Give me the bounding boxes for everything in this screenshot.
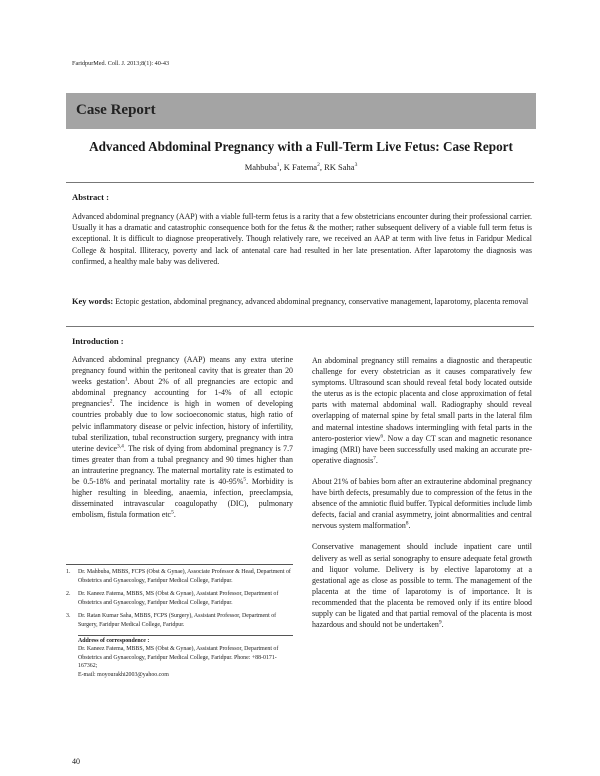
- keywords: [72, 296, 532, 307]
- footnote: 2. Dr. Kaneez Fatema, MBBS, MS (Obst & Gynae), Assistant Professor, Department of Obstetrics and Gynaecology, Faridpur Medical College, Faridpur.: [66, 591, 279, 606]
- section-label: Case Report: [76, 102, 156, 118]
- keywords-label: Key words:: [72, 297, 114, 306]
- abstract-heading: Abstract :: [72, 192, 109, 202]
- footnotes: [66, 568, 293, 680]
- author-list: Mahbuba$^1$, K Fatema$^2$, RK Saha$^3$: [244, 162, 358, 172]
- author-affiliation-mark: 1: [276, 162, 280, 169]
- keywords-text: Ectopic gestation, abdominal pregnancy, advanced abdominal pregnancy, conservative management, laparotomy, placenta removal: [113, 297, 529, 306]
- author-name: K Fatema: [283, 162, 318, 172]
- intro-paragraph: About 21% of babies born after an extrauterine abdominal pregnancy have birth defects, presumably due to compression of the fetus in the absence of the amniotic fluid buffer. Typical deformities include limb defects, facial and cranial asymmetry, joint abnormalities and central nervous system malformation$^8$.: [312, 476, 532, 531]
- divider: [66, 182, 534, 183]
- introduction-heading: Introduction :: [72, 336, 124, 346]
- intro-paragraph: Conservative management should include inpatient care until delivery as well as serial sonography to ensure adequate fetal growth and liquor volume. Delivery is by elective laparotomy at a gestational age as close as possible to term. The management of the placenta at the time of laparotomy is of importance. It is recommended that the placenta be removed only if its entire blood supply can be ligated and that partial removal of the placenta is most hazardous and should not be undertaken$^9$.: [312, 542, 532, 630]
- abstract-text: Advanced abdominal pregnancy (AAP) with a viable full-term fetus is a rarity that a few obstetricians encounter during their professional carrier. Usually it has a dramatic and catastrophic consequence both for the fetus & the mother; rather subsequent delivery of a viable full term fetus is exceptional. It is difficult to diagnose preoperatively. Though relatively rare, we received an AAP at term with live fetus in Faridpur Medical College & hospital. Illiteracy, poverty and lack of antenatal care had resulted in her late presentation. After laparotomy the diagnosis was confirmed, a healthy male baby was delivered.: [72, 212, 532, 266]
- article-title: Advanced Abdominal Pregnancy with a Full-Term Live Fetus: Case Report: [89, 139, 513, 154]
- footnote: 1. Dr. Mahbuba, MBBS, FCPS (Obst & Gynae), Associate Professor & Head, Department of Obstetrics and Gynaecology, Faridpur Medical College, Faridpur.: [66, 569, 291, 584]
- section-banner: [66, 93, 536, 129]
- author-name: Mahbuba: [244, 162, 277, 172]
- journal-reference: FaridpurMed. Coll. J. 2013;8(1): 40-43: [72, 60, 170, 67]
- intro-paragraph: Advanced abdominal pregnancy (AAP) means any extra uterine pregnancy found within the peritoneal cavity that is greater than 20 weeks gestation$^1$. About 2% of all pregnancies are ectopic and abdominal pregnancy accounting for 1-4% of all ectopic pregnancies$^2$. The incidence is high in women of developing countries probably due to low socioeconomic status, high ratio of pelvic inflammatory disease or pelvic infection, history of infertility, tubal sterilization, tubal reconstruction surgery, pregnancy with intra uterine device$^{3,4}$. The risk of dying from abdominal pregnancy is 7.7 times greater than from a tubal pregnancy and 90 times higher than an intrauterine pregnancy. The maternal mortality rate is estimated to be 0.5-18% and perinatal mortality rate is 40-95%$^5$. Morbidity is higher resulting in bleeding, anaemia, infection, preeclampsia, disseminated intravascular coagulopathy (DIC), pulmonary embolism, fistula formation etc$^5$.: [72, 355, 294, 520]
- correspondence-text: Dr. Kaneez Fatema, MBBS, MS (Obst & Gynae), Assistant Professor, Department of Obstetrics and Gynaecology, Faridpur Medical College, Faridpur. Phone: +88-0171-167362;: [78, 646, 279, 670]
- correspondence-title: Address of correspondence :: [78, 637, 150, 644]
- correspondence-email: E-mail: moyourakhi2003@yahoo.com: [78, 671, 169, 678]
- page-number: 40: [72, 757, 80, 766]
- divider: [66, 326, 534, 327]
- correspondence-divider: [78, 635, 293, 636]
- intro-paragraph: An abdominal pregnancy still remains a diagnostic and therapeutic challenge for every obstetrician as it causes comparatively few symptoms. Ultrasound scan should reveal fetal body located outside the uterus as is the ectopic placenta and close approximation of fetal parts with maternal abdominal wall. Radiography should reveal overlapping of maternal spine by fetal small parts in the lateral film and maternal intestine shadows intermingling with fetal parts in the antero-posterior view$^6$. Now a day CT scan and magnetic resonance imaging (MRI) have been successfully used making an accurate pre-operative diagnosis$^7$.: [312, 356, 532, 465]
- footnote: 3. Dr. Ratan Kumar Saha, MBBS, FCPS (Surgery), Assistant Professor, Department of Surgery, Faridpur Medical College, Faridpur.: [66, 613, 277, 628]
- right-column: [312, 355, 532, 640]
- author-affiliation-mark: 3: [354, 162, 358, 169]
- author-name: RK Saha: [324, 162, 355, 172]
- left-column: [72, 354, 293, 530]
- correspondence: [78, 637, 293, 680]
- author-affiliation-mark: 2: [317, 162, 320, 169]
- footnote-divider: [66, 564, 293, 565]
